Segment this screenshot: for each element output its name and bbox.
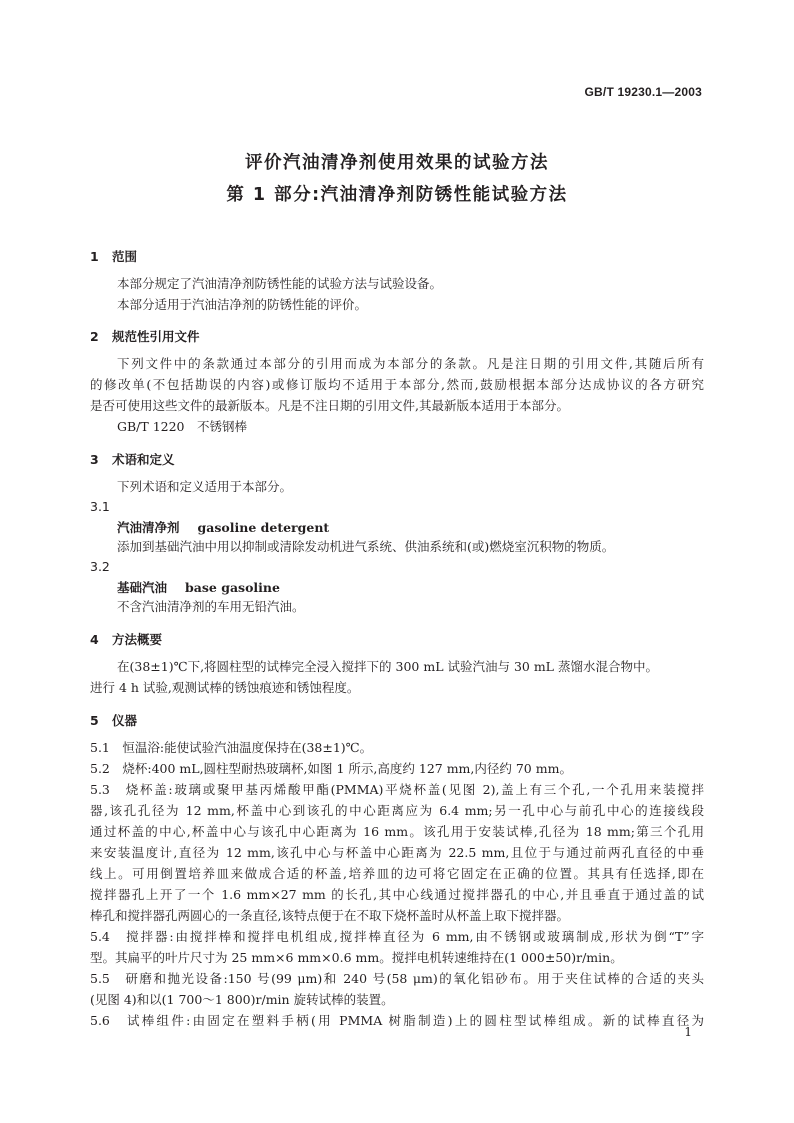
clause-5-4-line: 5.4 搅拌器:由搅拌棒和搅拌电机组成,搅拌棒直径为 6 mm,由不锈钢或玻璃制成,形状为倒“T”字 bbox=[90, 929, 704, 944]
clause-5-5-line: (见图 4)和以(1 700～1 800)r/min 旋转试棒的装置。 bbox=[90, 992, 394, 1007]
term-definition: 不含汽油清净剂的车用无铅汽油。 bbox=[117, 599, 305, 614]
section-title: 方法概要 bbox=[112, 632, 163, 647]
section-number: 3 bbox=[90, 452, 99, 467]
document-subtitle: 第 1 部分:汽油清净剂防锈性能试验方法 bbox=[226, 185, 568, 205]
paragraph: 下列术语和定义适用于本部分。 bbox=[117, 479, 293, 494]
clause-5-3-line: 5.3 烧杯盖:玻璃或聚甲基丙烯酸甲酯(PMMA)平烧杯盖(见图 2),盖上有三个孔,一个孔用来装搅拌 bbox=[90, 782, 704, 797]
clause-5-5-line: 5.5 研磨和抛光设备:150 号(99 μm)和 240 号(58 μm)的氧化铝砂布。用于夹住试棒的合适的夹头 bbox=[90, 971, 704, 986]
clause-5-6-line: 5.6 试棒组件:由固定在塑料手柄(用 PMMA 树脂制造)上的圆柱型试棒组成。新的试棒直径为 bbox=[90, 1013, 704, 1028]
clause-5-3-line: 棒孔和搅拌器孔两圆心的一条直径,该特点便于在不取下烧杯盖时从杯盖上取下搅拌器。 bbox=[90, 908, 569, 923]
term-english: base gasoline bbox=[185, 580, 280, 595]
paragraph: 本部分适用于汽油洁净剂的防锈性能的评价。 bbox=[117, 297, 368, 312]
paragraph: 本部分规定了汽油清净剂防锈性能的试验方法与试验设备。 bbox=[117, 276, 443, 291]
clause-5-3-line: 线上。可用倒置培养皿来做成合适的杯盖,培养皿的边可将它固定在正确的位置。其具有任选择,即在 bbox=[90, 866, 704, 881]
section-number: 5 bbox=[90, 713, 99, 728]
section-heading-3 bbox=[90, 450, 175, 468]
section-heading-5 bbox=[90, 711, 137, 729]
clause-5-3-line: 器,该孔孔径为 12 mm,杯盖中心到该孔的中心距离应为 6.4 mm;另一孔中心与前孔中心的连接线段 bbox=[90, 803, 704, 818]
section-title: 范围 bbox=[112, 249, 138, 264]
paragraph-line: 的修改单(不包括勘误的内容)或修订版均不适用于本部分,然而,鼓励根据本部分达成协议的各方研究 bbox=[90, 377, 704, 392]
section-heading-2 bbox=[90, 327, 200, 345]
term-entry bbox=[117, 518, 329, 536]
term-chinese: 基础汽油 bbox=[117, 580, 168, 595]
clause-5-3-line: 通过杯盖的中心,杯盖中心与该孔中心距离为 16 mm。该孔用于安装试棒,孔径为 18 mm;第三个孔用 bbox=[90, 824, 704, 839]
section-number: 2 bbox=[90, 329, 99, 344]
clause-number: 3.2 bbox=[90, 559, 110, 574]
section-title: 仪器 bbox=[112, 713, 138, 728]
paragraph-line: 进行 4 h 试验,观测试棒的锈蚀痕迹和锈蚀程度。 bbox=[90, 680, 360, 695]
paragraph-line: 下列文件中的条款通过本部分的引用而成为本部分的条款。凡是注日期的引用文件,其随后所有 bbox=[117, 356, 704, 371]
clause-5-3-line: 搅拌器孔上开了一个 1.6 mm×27 mm 的长孔,其中心线通过搅拌器孔的中心,并且垂直于通过盖的试 bbox=[90, 887, 704, 902]
term-entry bbox=[117, 578, 280, 596]
clause-5-1: 5.1 恒温浴:能使试验汽油温度保持在(38±1)℃。 bbox=[90, 740, 373, 755]
standard-code: GB/T 19230.1—2003 bbox=[584, 85, 702, 99]
section-number: 1 bbox=[90, 249, 99, 264]
term-english: gasoline detergent bbox=[197, 520, 330, 535]
term-definition: 添加到基础汽油中用以抑制或清除发动机进气系统、供油系统和(或)燃烧室沉积物的物质。 bbox=[117, 539, 615, 554]
section-heading-1 bbox=[90, 247, 137, 265]
normative-reference: GB/T 1220 不锈钢棒 bbox=[117, 419, 248, 434]
clause-5-4-line: 型。其扁平的叶片尺寸为 25 mm×6 mm×0.6 mm。搅拌电机转速维持在(1 000±50)r/min。 bbox=[90, 950, 623, 965]
clause-5-3-line: 来安装温度计,直径为 12 mm,该孔中心与杯盖中心距离为 22.5 mm,且位于与通过前两孔直径的中垂 bbox=[90, 845, 704, 860]
paragraph-line: 是否可使用这些文件的最新版本。凡是不注日期的引用文件,其最新版本适用于本部分。 bbox=[90, 398, 569, 413]
document-title: 评价汽油清净剂使用效果的试验方法 bbox=[245, 153, 549, 173]
section-title: 术语和定义 bbox=[112, 452, 175, 467]
section-title: 规范性引用文件 bbox=[112, 329, 200, 344]
paragraph-line: 在(38±1)℃下,将圆柱型的试棒完全浸入搅拌下的 300 mL 试验汽油与 30 mL 蒸馏水混合物中。 bbox=[117, 659, 658, 674]
term-chinese: 汽油清净剂 bbox=[117, 520, 180, 535]
clause-number: 3.1 bbox=[90, 499, 110, 514]
clause-5-2: 5.2 烧杯:400 mL,圆柱型耐热玻璃杯,如图 1 所示,高度约 127 mm,内径约 70 mm。 bbox=[90, 761, 572, 776]
section-heading-4 bbox=[90, 630, 162, 648]
page-number: 1 bbox=[684, 1025, 692, 1039]
section-number: 4 bbox=[90, 632, 99, 647]
